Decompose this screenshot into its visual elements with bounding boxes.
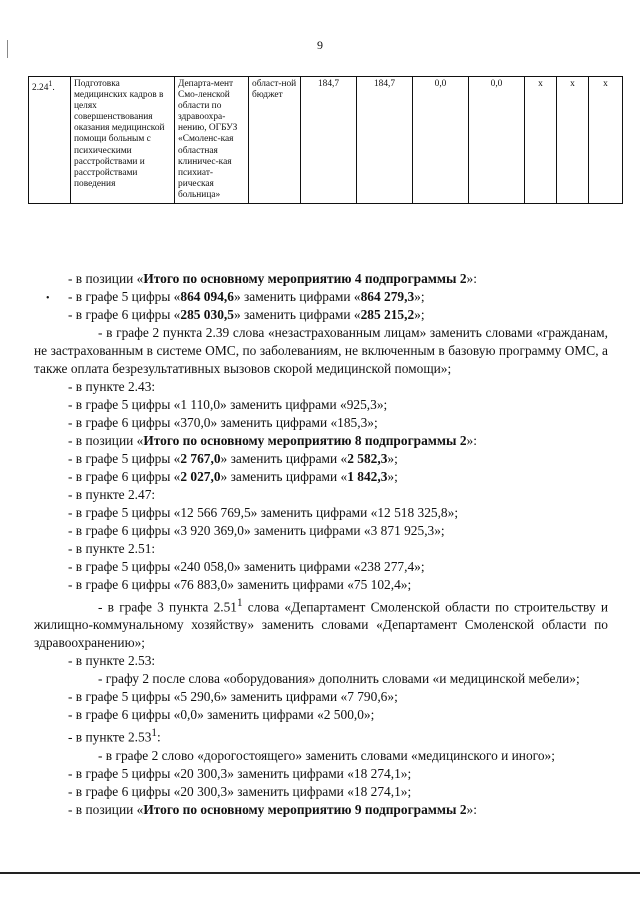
paragraph: - в графе 6 цифры «285 030,5» заменить цифрами «285 215,2»; xyxy=(68,307,425,322)
paragraph: - графу 2 после слова «оборудования» дополнить словами «и медицинской мебели»; xyxy=(98,671,580,687)
cell-year3: 0,0 xyxy=(469,77,525,204)
paragraph: - в графе 6 цифры «76 883,0» заменить цифрами «75 102,4»; xyxy=(68,577,412,592)
paragraph: - в графе 6 цифры «2 027,0» заменить цифрами «1 842,3»; xyxy=(68,469,398,484)
paragraph: - в графе 2 пункта 2.39 слова «незастрахованным лицам» заменить словами «гражданам, не застрахованным в системе ОМС, по заболеваниям, не включенным в базовую программу ОМС, а также оплата безрезультативных вызовов скорой медицинской помощи»; xyxy=(34,325,608,376)
paragraph: - в графе 6 цифры «0,0» заменить цифрами «2 500,0»; xyxy=(68,707,375,723)
paragraph: - в графе 5 цифры «1 110,0» заменить цифрами «925,3»; xyxy=(68,397,388,412)
paragraph: - в графе 5 цифры «864 094,6» заменить цифрами «864 279,3»; xyxy=(68,289,425,304)
paragraph: - в пункте 2.43: xyxy=(68,379,156,394)
paragraph: - в позиции «Итого по основному мероприятию 8 подпрограммы 2»: xyxy=(68,433,477,448)
paragraph: - в позиции «Итого по основному мероприятию 9 подпрограммы 2»: xyxy=(68,801,477,817)
cell-x2: х xyxy=(557,77,589,204)
program-table xyxy=(28,76,623,204)
cell-year1: 184,7 xyxy=(357,77,413,204)
paragraph: - в позиции «Итого по основному мероприятию 4 подпрограммы 2»: xyxy=(68,271,477,286)
cell-year2: 0,0 xyxy=(413,77,469,204)
paragraph: - в графе 6 цифры «370,0» заменить цифрами «185,3»; xyxy=(68,415,378,430)
paragraph: - в графе 5 цифры «12 566 769,5» заменить цифрами «12 518 325,8»; xyxy=(68,505,459,520)
page-number: 9 xyxy=(317,38,323,52)
paragraph: - в графе 3 пункта 2.51$^1$ слова «Департамент Смоленской области по строительству и жилищно-коммунальному хозяйству» заменить словами «Департамент Смоленской области по здравоохранению»; xyxy=(34,597,608,651)
paragraph: - в графе 5 цифры «5 290,6» заменить цифрами «7 790,6»; xyxy=(68,689,398,705)
cell-x1: х xyxy=(525,77,557,204)
paragraph: - в графе 5 цифры «20 300,3» заменить цифрами «18 274,1»; xyxy=(68,765,412,781)
cell-executor: Департа-мент Смо-ленской области по здравоохра-нению, ОГБУЗ «Смоленс-кая областная клиничес-кая психиат-рическая больница» xyxy=(175,77,249,204)
paragraph: - в графе 5 цифры «240 058,0» заменить цифрами «238 277,4»; xyxy=(68,559,425,574)
amendment-text xyxy=(34,270,608,819)
cell-total: 184,7 xyxy=(301,77,357,204)
table-row xyxy=(29,77,623,204)
cell-num: 2.24$^1$. xyxy=(29,77,71,204)
bottom-rule xyxy=(0,872,640,874)
paragraph: - в графе 6 цифры «20 300,3» заменить цифрами «18 274,1»; xyxy=(68,783,412,799)
paragraph: - в пункте 2.51: xyxy=(68,541,156,556)
paragraph: - в графе 5 цифры «2 767,0» заменить цифрами «2 582,3»; xyxy=(68,451,398,466)
paragraph: - в пункте 2.53: xyxy=(68,653,156,669)
paragraph: - в пункте 2.53$^1$: xyxy=(68,727,161,745)
paragraph: - в графе 2 слово «дорогостоящего» заменить словами «медицинского и иного»; xyxy=(98,747,555,763)
stray-dot: • xyxy=(46,293,50,304)
paragraph: - в пункте 2.47: xyxy=(68,487,156,502)
cell-name: Подготовка медицинских кадров в целях совершенствования оказания медицинской помощи больным с психическими расстройствами и расстройствами поведения xyxy=(71,77,175,204)
paragraph: - в графе 6 цифры «3 920 369,0» заменить цифрами «3 871 925,3»; xyxy=(68,523,445,538)
cell-source: област-ной бюджет xyxy=(249,77,301,204)
cell-x3: х xyxy=(589,77,623,204)
